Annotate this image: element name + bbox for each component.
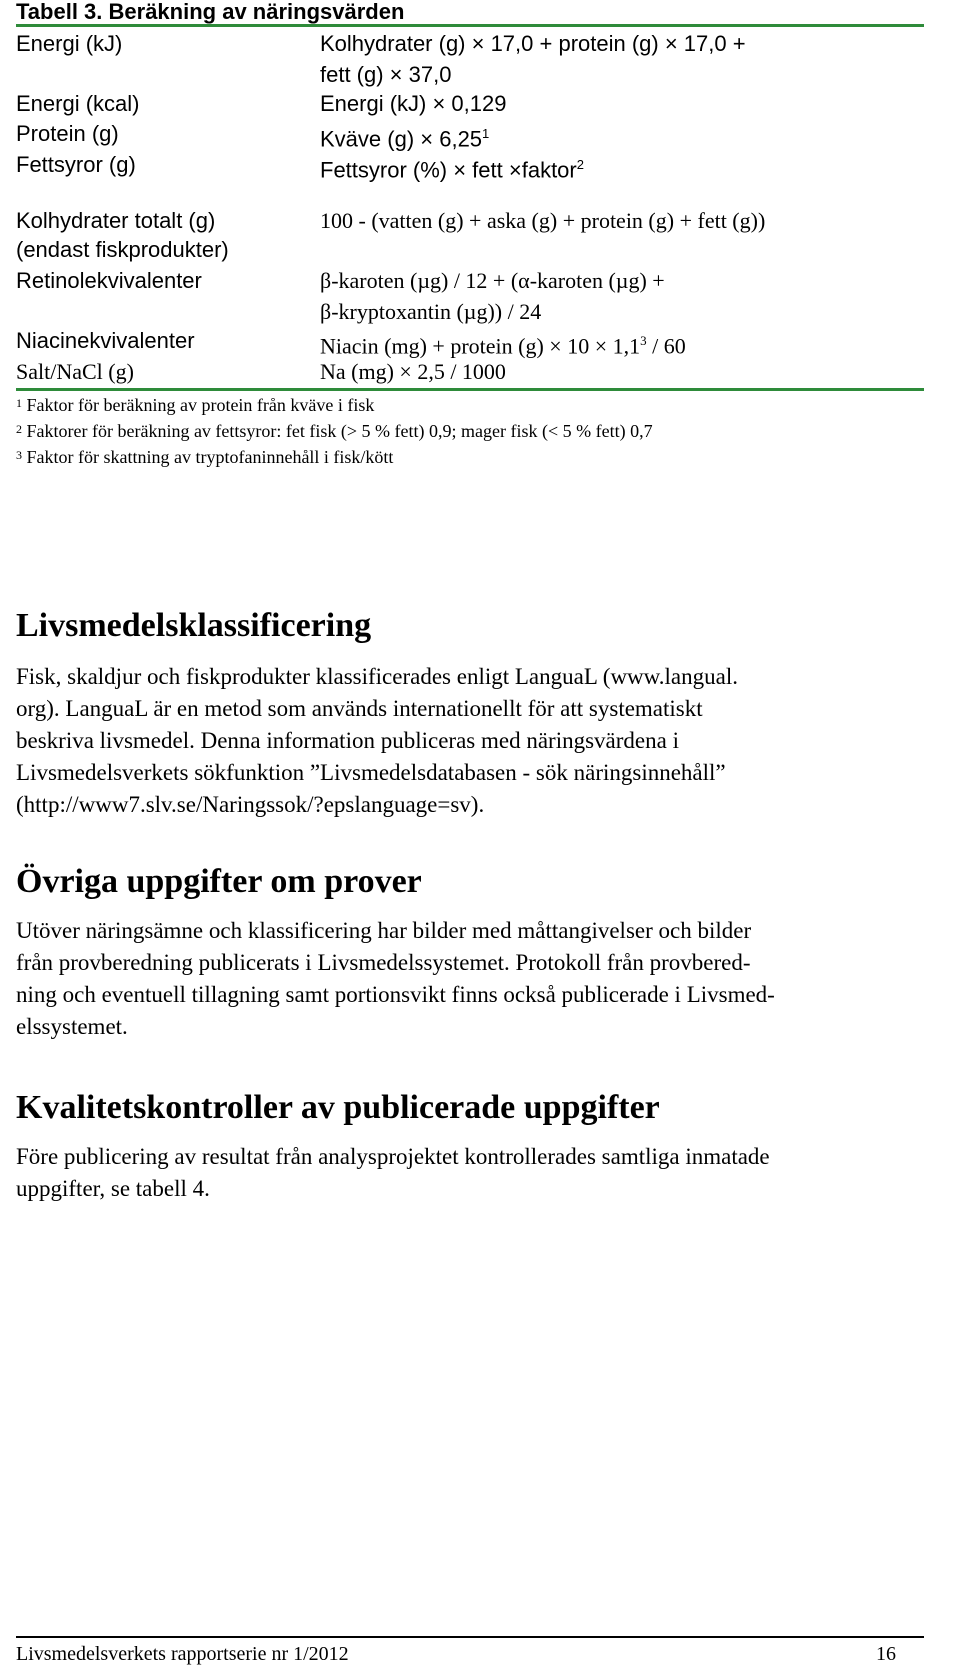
row-value: Na (mg) × 2,5 / 1000 — [320, 359, 506, 384]
paragraph-line: uppgifter, se tabell 4. — [16, 1176, 210, 1201]
footnote-ref: 1 — [482, 126, 490, 141]
footnote-number: 3 — [16, 448, 22, 462]
row-label-cont: (endast fiskprodukter) — [16, 237, 229, 262]
footnote-text: Faktor för beräkning av protein från kväve i fisk — [26, 395, 375, 415]
page-number: 16 — [876, 1643, 896, 1665]
row-label: Protein (g) — [16, 121, 119, 146]
row-value-text: / 60 — [646, 333, 686, 359]
section-heading: Kvalitetskontroller av publicerade uppgifter — [16, 1089, 660, 1126]
row-label: Retinolekvivalenter — [16, 268, 202, 293]
footnote-ref: 3 — [640, 333, 647, 348]
row-label: Salt/NaCl (g) — [16, 359, 134, 384]
row-value: 100 - (vatten (g) + aska (g) + protein (g) + fett (g)) — [320, 208, 766, 233]
paragraph-line: Livsmedelsverkets sökfunktion ”Livsmedelsdatabasen - sök näringsinnehåll” — [16, 760, 726, 785]
paragraph-line: beskriva livsmedel. Denna information publiceras med näringsvärdena i — [16, 728, 679, 753]
section-heading: Livsmedelsklassificering — [16, 607, 372, 644]
row-value: Energi (kJ) × 0,129 — [320, 91, 507, 116]
table-row — [16, 205, 924, 269]
row-value-cont: β-kryptoxantin (µg)) / 24 — [320, 299, 542, 324]
row-value-text: Kväve (g) × 6,25 — [320, 126, 483, 152]
section-paragraph — [16, 661, 916, 821]
paragraph-line: org). LanguaL är en metod som används internationellt för att systematiskt — [16, 696, 703, 721]
table-caption: Tabell 3. Beräkning av näringsvärden — [16, 0, 405, 24]
footnote-number: 2 — [16, 422, 22, 436]
footnote-text: Faktorer för beräkning av fettsyror: fet fisk (> 5 % fett) 0,9; mager fisk (< 5 % fett) 0,7 — [26, 421, 653, 441]
row-label: Niacinekvivalenter — [16, 328, 195, 353]
footer-rule — [16, 1636, 924, 1638]
table-top-rule — [16, 24, 924, 27]
table-row — [16, 265, 924, 329]
footer-series: Livsmedelsverkets rapportserie nr 1/2012 — [16, 1643, 349, 1665]
row-label: Kolhydrater totalt (g) — [16, 208, 216, 233]
paragraph-line: elssystemet. — [16, 1014, 128, 1039]
row-label: Energi (kJ) — [16, 31, 123, 56]
footnote-text: Faktor för skattning av tryptofaninnehåll i fisk/kött — [26, 447, 394, 467]
row-value-text: Niacin (mg) + protein (g) × 10 × 1,1 — [320, 333, 641, 359]
paragraph-line: Fisk, skaldjur och fiskprodukter klassificerades enligt LanguaL (www.langual. — [16, 664, 738, 689]
footnote-number: 1 — [16, 396, 22, 410]
row-value: β-karoten (µg) / 12 + (α-karoten (µg) + — [320, 268, 665, 293]
row-value-cont: fett (g) × 37,0 — [320, 62, 452, 87]
table-row — [16, 28, 924, 92]
table-bottom-rule — [16, 388, 924, 391]
paragraph-line: från provberedning publicerats i Livsmedelssystemet. Protokoll från provbered- — [16, 950, 751, 975]
row-value-text: Fettsyror (%) × fett ×faktor — [320, 157, 577, 183]
footnote-ref: 2 — [576, 157, 584, 172]
paragraph-line: ning och eventuell tillagning samt portionsvikt finns också publicerade i Livsmed- — [16, 982, 775, 1007]
footnote — [16, 418, 653, 444]
footnote — [16, 392, 374, 418]
section-paragraph — [16, 1141, 916, 1205]
section-paragraph — [16, 915, 916, 1043]
row-value: Kolhydrater (g) × 17,0 + protein (g) × 17,0 + — [320, 31, 746, 56]
section-heading: Övriga uppgifter om prover — [16, 863, 422, 900]
row-label: Fettsyror (g) — [16, 152, 136, 177]
paragraph-line: Utöver näringsämne och klassificering har bilder med måttangivelser och bilder — [16, 918, 752, 943]
row-label: Energi (kcal) — [16, 91, 140, 116]
paragraph-line: (http://www7.slv.se/Naringssok/?epslanguage=sv). — [16, 792, 485, 817]
paragraph-line: Före publicering av resultat från analysprojektet kontrollerades samtliga inmatade — [16, 1144, 770, 1169]
row-value — [320, 149, 584, 186]
footnote — [16, 444, 393, 470]
